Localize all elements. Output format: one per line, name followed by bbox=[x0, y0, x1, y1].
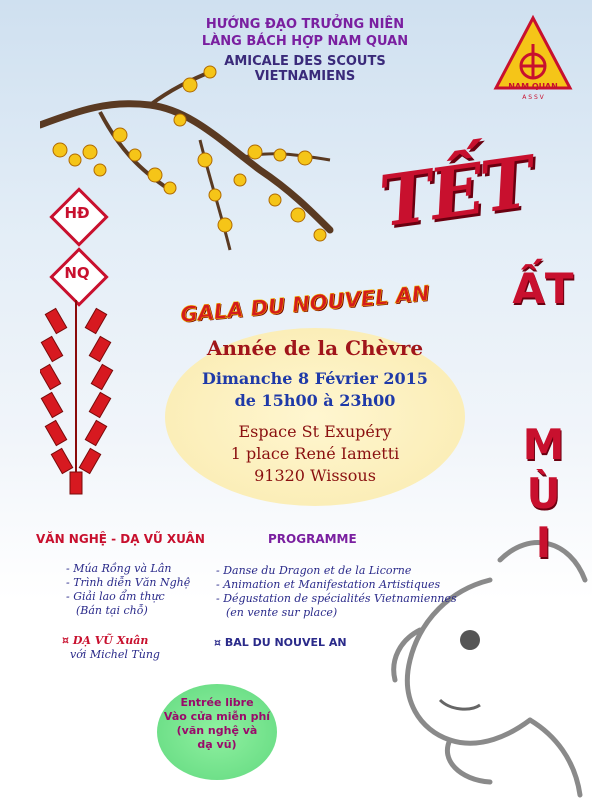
hanger-top-text: HĐ bbox=[64, 204, 90, 222]
org-title-vn-1: HƯỚNG ĐẠO TRƯỞNG NIÊN bbox=[205, 17, 405, 32]
event-city: 91320 Wissous bbox=[254, 466, 376, 485]
program-header-vn: VĂN NGHỆ - DẠ VŨ XUÂN bbox=[36, 532, 205, 546]
list-item: - Múa Rồng và Lân bbox=[66, 562, 172, 575]
org-title-fr-2: VIETNAMIENS bbox=[254, 69, 356, 84]
entree-line: (văn nghệ và bbox=[176, 724, 258, 737]
entree-text bbox=[157, 696, 277, 752]
dance-fr: ¤ BAL DU NOUVEL AN bbox=[214, 636, 347, 649]
year-name-mui bbox=[508, 420, 578, 567]
program-header-fr: PROGRAMME bbox=[268, 532, 357, 546]
program-list-vn bbox=[66, 562, 216, 618]
event-date: Dimanche 8 Février 2015 bbox=[202, 369, 428, 388]
year-name-mui-text: MÙI bbox=[519, 420, 568, 567]
dance-vn bbox=[62, 634, 212, 662]
hanger-bottom-text: NQ bbox=[64, 264, 90, 282]
logo-sub: A S S V bbox=[522, 94, 544, 101]
tet-title: TẾT bbox=[374, 139, 537, 244]
dance-vn-title: ¤ DẠ VŨ Xuân bbox=[62, 634, 149, 647]
entree-line: Entrée libre bbox=[180, 696, 254, 709]
list-item: (en vente sur place) bbox=[226, 606, 338, 619]
program-list-fr bbox=[216, 564, 506, 620]
logo-name: NAM QUAN bbox=[508, 82, 558, 91]
annee-title: Année de la Chèvre bbox=[206, 336, 424, 360]
entree-line: Vào cửa miễn phí bbox=[163, 710, 271, 723]
firecrackers-illustration bbox=[40, 300, 130, 500]
list-item: - Danse du Dragon et de la Licorne bbox=[216, 564, 412, 577]
list-item: - Trình diễn Văn Nghệ bbox=[66, 576, 191, 589]
entree-line: dạ vũ) bbox=[197, 738, 237, 751]
org-title-vn-2: LÀNG BÁCH HỢP NAM QUAN bbox=[201, 34, 409, 49]
list-item: - Animation et Manifestation Artistiques bbox=[216, 578, 441, 591]
org-title-fr-1: AMICALE DES SCOUTS bbox=[224, 54, 386, 69]
event-venue: Espace St Exupéry bbox=[238, 422, 392, 441]
dance-vn-artist: với Michel Tùng bbox=[70, 648, 160, 661]
year-name-at: ẤT bbox=[512, 264, 574, 313]
list-item: (Bán tại chỗ) bbox=[76, 604, 148, 617]
list-item: - Giải lao ẩm thực bbox=[66, 590, 165, 603]
nam-quan-logo bbox=[492, 14, 574, 106]
event-time: de 15h00 à 23h00 bbox=[234, 391, 396, 410]
event-address: 1 place René Iametti bbox=[230, 444, 400, 463]
list-item: - Dégustation de spécialités Vietnamiennes bbox=[216, 592, 457, 605]
gala-title: GALA DU NOUVEL AN bbox=[179, 281, 431, 327]
